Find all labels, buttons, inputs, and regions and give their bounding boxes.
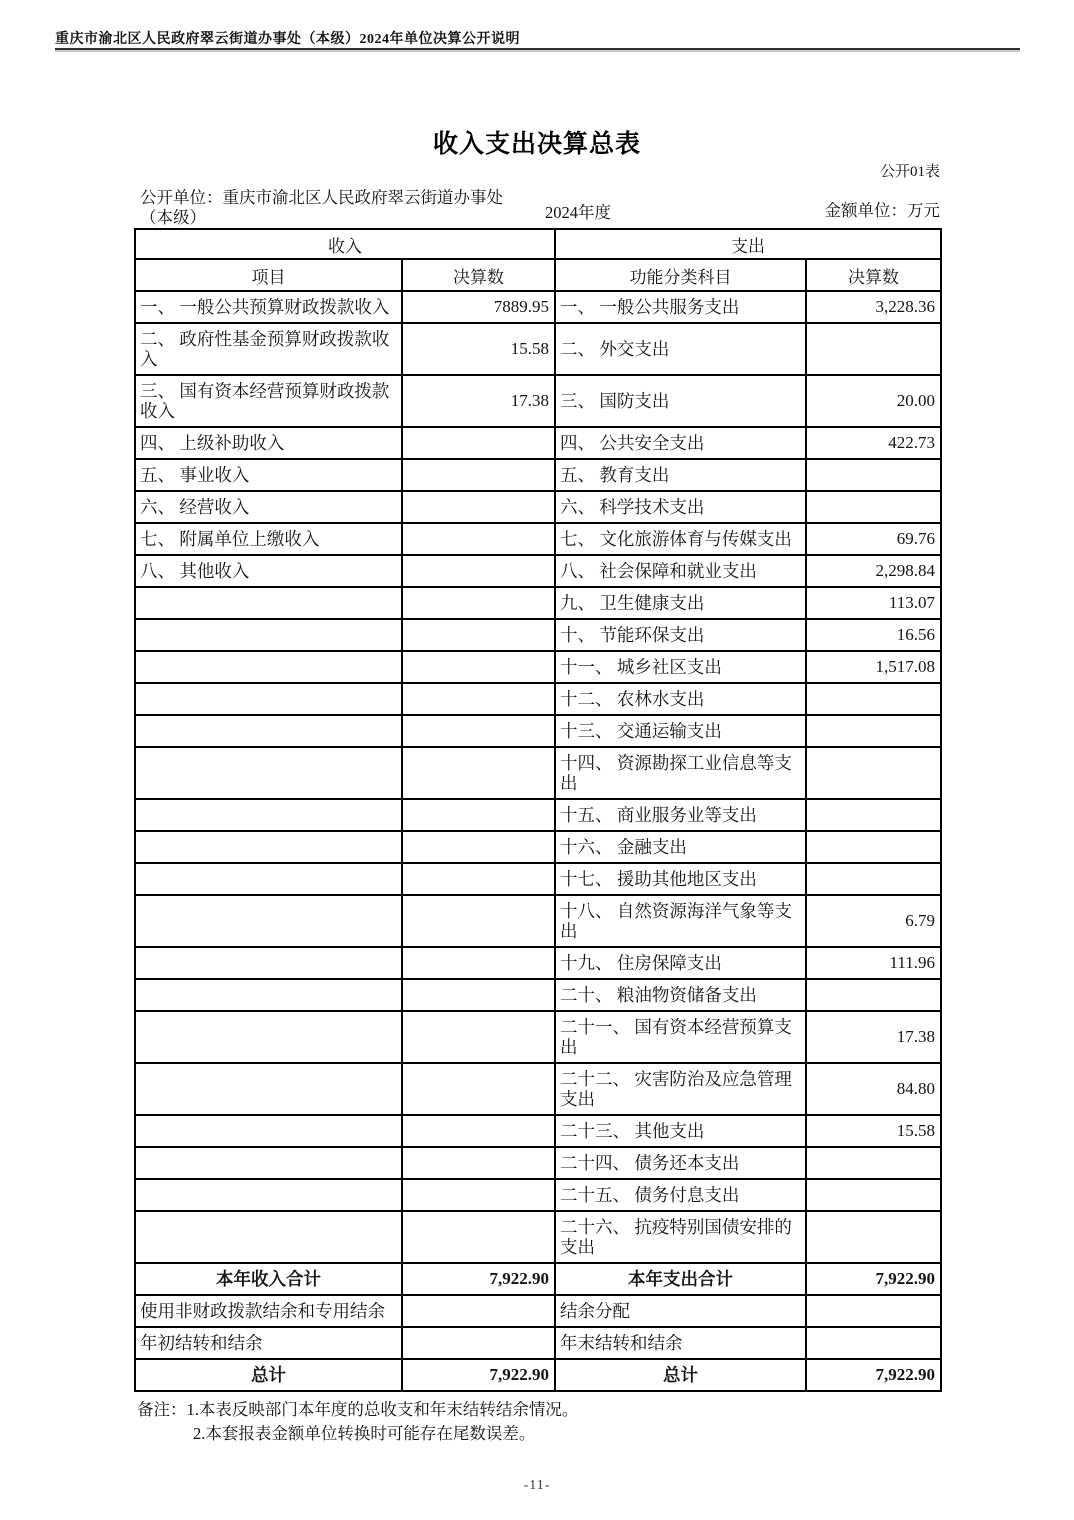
table-row: [135, 619, 941, 651]
table-row: [135, 651, 941, 683]
expense-amount-cell: 84.80: [806, 1063, 941, 1115]
income-amount-cell: [402, 1147, 555, 1179]
expense-amount-cell: 3,228.36: [806, 291, 941, 323]
table-row: [135, 1359, 941, 1391]
income-item-cell: [135, 947, 402, 979]
expense-amount-cell: [806, 747, 941, 799]
expense-amount-cell: 422.73: [806, 427, 941, 459]
expense-item-cell: 二十四、 债务还本支出: [555, 1147, 806, 1179]
income-item-cell: [135, 683, 402, 715]
expense-item-cell: 十六、 金融支出: [555, 831, 806, 863]
income-amount-cell: [402, 831, 555, 863]
expense-item-cell: 结余分配: [555, 1295, 806, 1327]
income-item-cell: 六、 经营收入: [135, 491, 402, 523]
table-row: [135, 459, 941, 491]
income-amount-cell: [402, 1211, 555, 1263]
income-item-cell: [135, 799, 402, 831]
expense-item-cell: 七、 文化旅游体育与传媒支出: [555, 523, 806, 555]
expense-amount-cell: 17.38: [806, 1011, 941, 1063]
expense-item-cell: 十七、 援助其他地区支出: [555, 863, 806, 895]
expense-item-cell: 九、 卫生健康支出: [555, 587, 806, 619]
notes: [137, 1398, 1074, 1446]
expense-item-cell: 四、 公共安全支出: [555, 427, 806, 459]
expense-amount-cell: [806, 1179, 941, 1211]
income-item-cell: [135, 895, 402, 947]
income-item-cell: [135, 1179, 402, 1211]
table-row: [135, 1063, 941, 1115]
income-item-cell: [135, 619, 402, 651]
expense-item-cell: 总计: [555, 1359, 806, 1391]
income-amount-cell: [402, 747, 555, 799]
expense-item-cell: 一、 一般公共服务支出: [555, 291, 806, 323]
table-row: [135, 747, 941, 799]
table-row: [135, 427, 941, 459]
expense-item-cell: 六、 科学技术支出: [555, 491, 806, 523]
expense-item-cell: 二十五、 债务付息支出: [555, 1179, 806, 1211]
expense-item-cell: 五、 教育支出: [555, 459, 806, 491]
table-row: [135, 947, 941, 979]
income-amount-cell: [402, 523, 555, 555]
income-item-cell: [135, 979, 402, 1011]
note-line-1: 备注：1.本表反映部门本年度的总收支和年末结转结余情况。: [137, 1400, 579, 1419]
income-amount-cell: [402, 651, 555, 683]
table-row: [135, 587, 941, 619]
income-item-cell: [135, 1211, 402, 1263]
expense-item-cell: 十五、 商业服务业等支出: [555, 799, 806, 831]
income-amount-cell: [402, 491, 555, 523]
table-row: [135, 1327, 941, 1359]
expense-amount-cell: [806, 799, 941, 831]
income-amount-cell: 7,922.90: [402, 1359, 555, 1391]
income-item-cell: [135, 715, 402, 747]
expense-amount-cell: 113.07: [806, 587, 941, 619]
table-row: [135, 375, 941, 427]
expense-item-cell: 二十、 粮油物资储备支出: [555, 979, 806, 1011]
income-amount-cell: [402, 619, 555, 651]
income-item-cell: 七、 附属单位上缴收入: [135, 523, 402, 555]
fiscal-year-label: 2024年度: [545, 203, 611, 222]
income-amount-cell: [402, 459, 555, 491]
income-amount-cell: [402, 1115, 555, 1147]
expense-item-cell: 十三、 交通运输支出: [555, 715, 806, 747]
table-row: [135, 323, 941, 375]
income-amount-cell: [402, 587, 555, 619]
page-number: -11-: [523, 1478, 551, 1493]
income-item-cell: 八、 其他收入: [135, 555, 402, 587]
expense-amount-cell: 1,517.08: [806, 651, 941, 683]
table-row: [135, 1263, 941, 1295]
expense-amount-cell: 16.56: [806, 619, 941, 651]
expense-item-cell: 本年支出合计: [555, 1263, 806, 1295]
income-amount-cell: 7889.95: [402, 291, 555, 323]
amount-unit-label: 金额单位：万元: [824, 201, 940, 220]
expense-amount-cell: 7,922.90: [806, 1359, 941, 1391]
income-item-cell: 二、 政府性基金预算财政拨款收入: [135, 323, 402, 375]
income-item-cell: 三、 国有资本经营预算财政拨款收入: [135, 375, 402, 427]
income-amount-cell: [402, 1011, 555, 1063]
expense-amount-cell: 20.00: [806, 375, 941, 427]
income-item-cell: 总计: [135, 1359, 402, 1391]
expense-item-cell: 十二、 农林水支出: [555, 683, 806, 715]
expense-item-cell: 八、 社会保障和就业支出: [555, 555, 806, 587]
expense-amount-cell: [806, 979, 941, 1011]
income-item-cell: [135, 1063, 402, 1115]
income-section-header: 收入: [135, 229, 555, 259]
expense-amount-column-header: 决算数: [806, 259, 941, 291]
income-item-cell: [135, 747, 402, 799]
income-item-cell: 使用非财政拨款结余和专用结余: [135, 1295, 402, 1327]
income-amount-cell: [402, 683, 555, 715]
expense-amount-cell: [806, 323, 941, 375]
income-item-cell: [135, 863, 402, 895]
table-row: [135, 863, 941, 895]
income-amount-column-header: 决算数: [402, 259, 555, 291]
income-amount-cell: 7,922.90: [402, 1263, 555, 1295]
income-item-cell: [135, 1115, 402, 1147]
table-row: [135, 979, 941, 1011]
income-amount-cell: [402, 555, 555, 587]
table-row: [135, 1011, 941, 1063]
table-row: [135, 1147, 941, 1179]
expense-amount-cell: [806, 683, 941, 715]
table-header: [135, 229, 941, 291]
expense-amount-cell: [806, 1211, 941, 1263]
expense-amount-cell: [806, 459, 941, 491]
income-item-cell: [135, 1011, 402, 1063]
income-item-cell: 本年收入合计: [135, 1263, 402, 1295]
income-amount-cell: [402, 1063, 555, 1115]
expense-amount-cell: [806, 1147, 941, 1179]
expense-amount-cell: 7,922.90: [806, 1263, 941, 1295]
income-amount-cell: [402, 1179, 555, 1211]
header-divider: [55, 48, 1020, 50]
income-item-cell: 五、 事业收入: [135, 459, 402, 491]
expense-item-cell: 十八、 自然资源海洋气象等支出: [555, 895, 806, 947]
income-item-cell: 年初结转和结余: [135, 1327, 402, 1359]
accounts-table: [134, 228, 942, 1392]
expense-item-cell: 二、 外交支出: [555, 323, 806, 375]
expense-amount-cell: 15.58: [806, 1115, 941, 1147]
expense-item-cell: 二十二、 灾害防治及应急管理支出: [555, 1063, 806, 1115]
column-header-row: [135, 259, 941, 291]
table-row: [135, 799, 941, 831]
income-amount-cell: [402, 1295, 555, 1327]
table-row: [135, 523, 941, 555]
income-amount-cell: 15.58: [402, 323, 555, 375]
table-row: [135, 831, 941, 863]
income-item-cell: [135, 587, 402, 619]
expense-amount-cell: [806, 491, 941, 523]
expense-amount-cell: [806, 1327, 941, 1359]
expense-item-cell: 十一、 城乡社区支出: [555, 651, 806, 683]
income-item-cell: 四、 上级补助收入: [135, 427, 402, 459]
income-item-cell: 一、 一般公共预算财政拨款收入: [135, 291, 402, 323]
expense-item-cell: 十、 节能环保支出: [555, 619, 806, 651]
expense-item-cell: 三、 国防支出: [555, 375, 806, 427]
table-row: [135, 1295, 941, 1327]
note-line-2: 2.本套报表金额单位转换时可能存在尾数误差。: [193, 1424, 536, 1443]
expense-item-cell: 年末结转和结余: [555, 1327, 806, 1359]
income-amount-cell: [402, 863, 555, 895]
expense-item-column-header: 功能分类科目: [555, 259, 806, 291]
table-row: [135, 491, 941, 523]
publish-unit-label: 公开单位：重庆市渝北区人民政府翠云街道办事处（本级）: [140, 188, 503, 227]
expense-amount-cell: [806, 863, 941, 895]
income-item-cell: [135, 651, 402, 683]
expense-amount-cell: [806, 715, 941, 747]
expense-item-cell: 二十一、 国有资本经营预算支出: [555, 1011, 806, 1063]
expense-amount-cell: 2,298.84: [806, 555, 941, 587]
expense-amount-cell: 69.76: [806, 523, 941, 555]
income-item-cell: [135, 1147, 402, 1179]
income-amount-cell: [402, 1327, 555, 1359]
expense-item-cell: 十四、 资源勘探工业信息等支出: [555, 747, 806, 799]
income-amount-cell: [402, 979, 555, 1011]
expense-item-cell: 二十六、 抗疫特别国债安排的支出: [555, 1211, 806, 1263]
table-row: [135, 1211, 941, 1263]
expense-amount-cell: 111.96: [806, 947, 941, 979]
table-row: [135, 291, 941, 323]
table-row: [135, 895, 941, 947]
income-amount-cell: 17.38: [402, 375, 555, 427]
expense-amount-cell: [806, 1295, 941, 1327]
table-row: [135, 1179, 941, 1211]
table-row: [135, 555, 941, 587]
expense-section-header: 支出: [555, 229, 941, 259]
expense-item-cell: 十九、 住房保障支出: [555, 947, 806, 979]
table-row: [135, 1115, 941, 1147]
income-amount-cell: [402, 715, 555, 747]
table-body: [135, 291, 941, 1391]
income-item-column-header: 项目: [135, 259, 402, 291]
table-code: 公开01表: [879, 164, 940, 180]
income-amount-cell: [402, 895, 555, 947]
page-title: 收入支出决算总表: [432, 131, 641, 158]
income-item-cell: [135, 831, 402, 863]
income-amount-cell: [402, 427, 555, 459]
expense-item-cell: 二十三、 其他支出: [555, 1115, 806, 1147]
document-header-title: 重庆市渝北区人民政府翠云街道办事处（本级）2024年单位决算公开说明: [55, 32, 520, 47]
table-row: [135, 683, 941, 715]
section-header-row: [135, 229, 941, 259]
income-amount-cell: [402, 799, 555, 831]
expense-amount-cell: [806, 831, 941, 863]
income-amount-cell: [402, 947, 555, 979]
table-row: [135, 715, 941, 747]
expense-amount-cell: 6.79: [806, 895, 941, 947]
